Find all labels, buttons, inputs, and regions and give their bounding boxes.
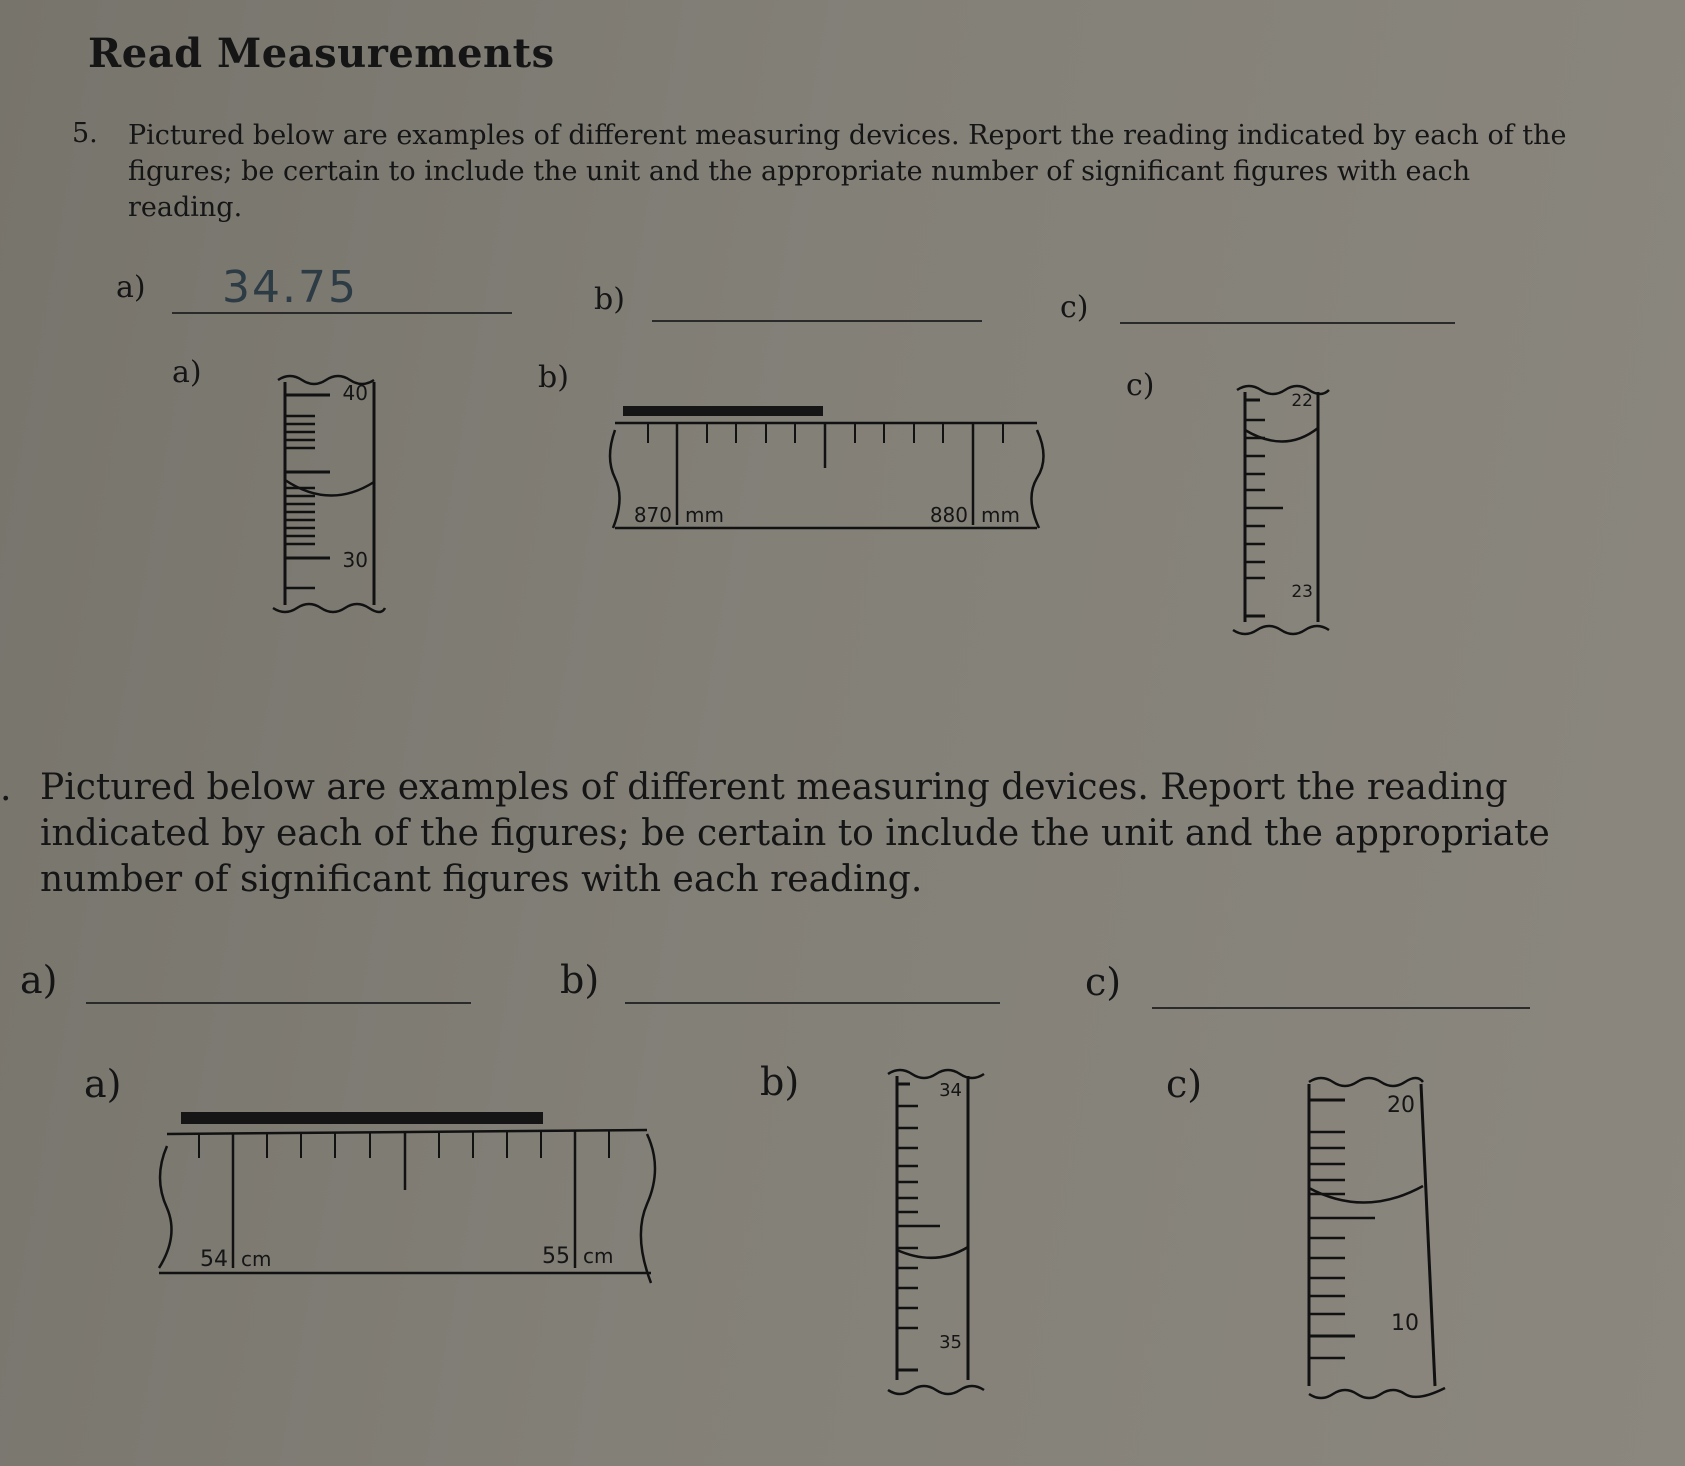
q6-answer-b-blank[interactable] — [625, 1002, 1000, 1004]
q5-ruler-b-left-value: 870 — [633, 503, 672, 527]
q6-answer-label-c: c) — [1085, 960, 1122, 1004]
q6-cylinder-c — [1295, 1068, 1455, 1403]
q5-cylinder-c — [1225, 372, 1345, 647]
q6-cylinder-b — [880, 1062, 995, 1402]
q5-cyl-a-bottom-label: 30 — [342, 548, 368, 572]
q5-cylinder-a — [255, 360, 395, 625]
q6-ruler-a-left-value: 54 — [200, 1247, 228, 1272]
q5-answer-label-b: b) — [594, 282, 625, 317]
question-5-prompt: Pictured below are examples of different measuring devices. Report the reading indicated by each of the figures; be certain to include the unit and the appropriate number of significant figures with each reading. — [128, 120, 1567, 223]
q6-answer-label-b: b) — [560, 958, 600, 1002]
q6-ruler-a-right-value: 55 — [542, 1244, 570, 1269]
q6-answer-c-blank[interactable] — [1152, 1007, 1530, 1009]
q6-figure-label-a: a) — [84, 1062, 122, 1106]
question-5-number: 5. — [72, 118, 98, 149]
q6-cyl-b-bottom-label: 35 — [939, 1332, 962, 1353]
q5-figure-label-c: c) — [1126, 368, 1155, 403]
q6-figure-label-c: c) — [1166, 1062, 1203, 1106]
q5-answer-b-blank[interactable] — [652, 320, 982, 322]
q6-cyl-b-top-label: 34 — [939, 1080, 962, 1101]
q5-ruler-b-left-unit: mm — [685, 503, 724, 527]
q5-answer-a-handwritten: 34.75 — [222, 262, 358, 313]
q6-figure-label-b: b) — [760, 1060, 800, 1104]
question-6-number: . — [0, 768, 12, 809]
page-title: Read Measurements — [88, 30, 555, 77]
q6-cyl-c-bottom-label: 10 — [1391, 1311, 1419, 1336]
q5-ruler-b-right-value: 880 — [929, 503, 968, 527]
q5-answer-label-a: a) — [116, 270, 146, 305]
q5-figure-label-a: a) — [172, 355, 202, 390]
q5-cyl-c-bottom-label: 23 — [1291, 582, 1313, 602]
question-6-prompt: Pictured below are examples of different measuring devices. Report the reading indicated by each of the figures; be certain to include the unit and the appropriate number of significant figures with each reading. — [40, 767, 1550, 900]
q5-figure-label-b: b) — [538, 360, 569, 395]
q5-cyl-c-top-label: 22 — [1291, 391, 1313, 411]
q5-answer-label-c: c) — [1060, 290, 1089, 325]
q6-ruler-a-right-unit: cm — [583, 1244, 614, 1268]
q5-cyl-a-top-label: 40 — [342, 381, 368, 405]
q5-ruler-b — [605, 398, 1055, 548]
q6-ruler-a — [145, 1108, 665, 1293]
q5-answer-c-blank[interactable] — [1120, 322, 1455, 324]
q6-cyl-c-top-label: 20 — [1387, 1093, 1415, 1118]
q6-ruler-a-left-unit: cm — [241, 1247, 272, 1271]
q5-ruler-b-right-unit: mm — [981, 503, 1020, 527]
q6-answer-label-a: a) — [20, 958, 58, 1002]
q6-answer-a-blank[interactable] — [86, 1002, 471, 1004]
